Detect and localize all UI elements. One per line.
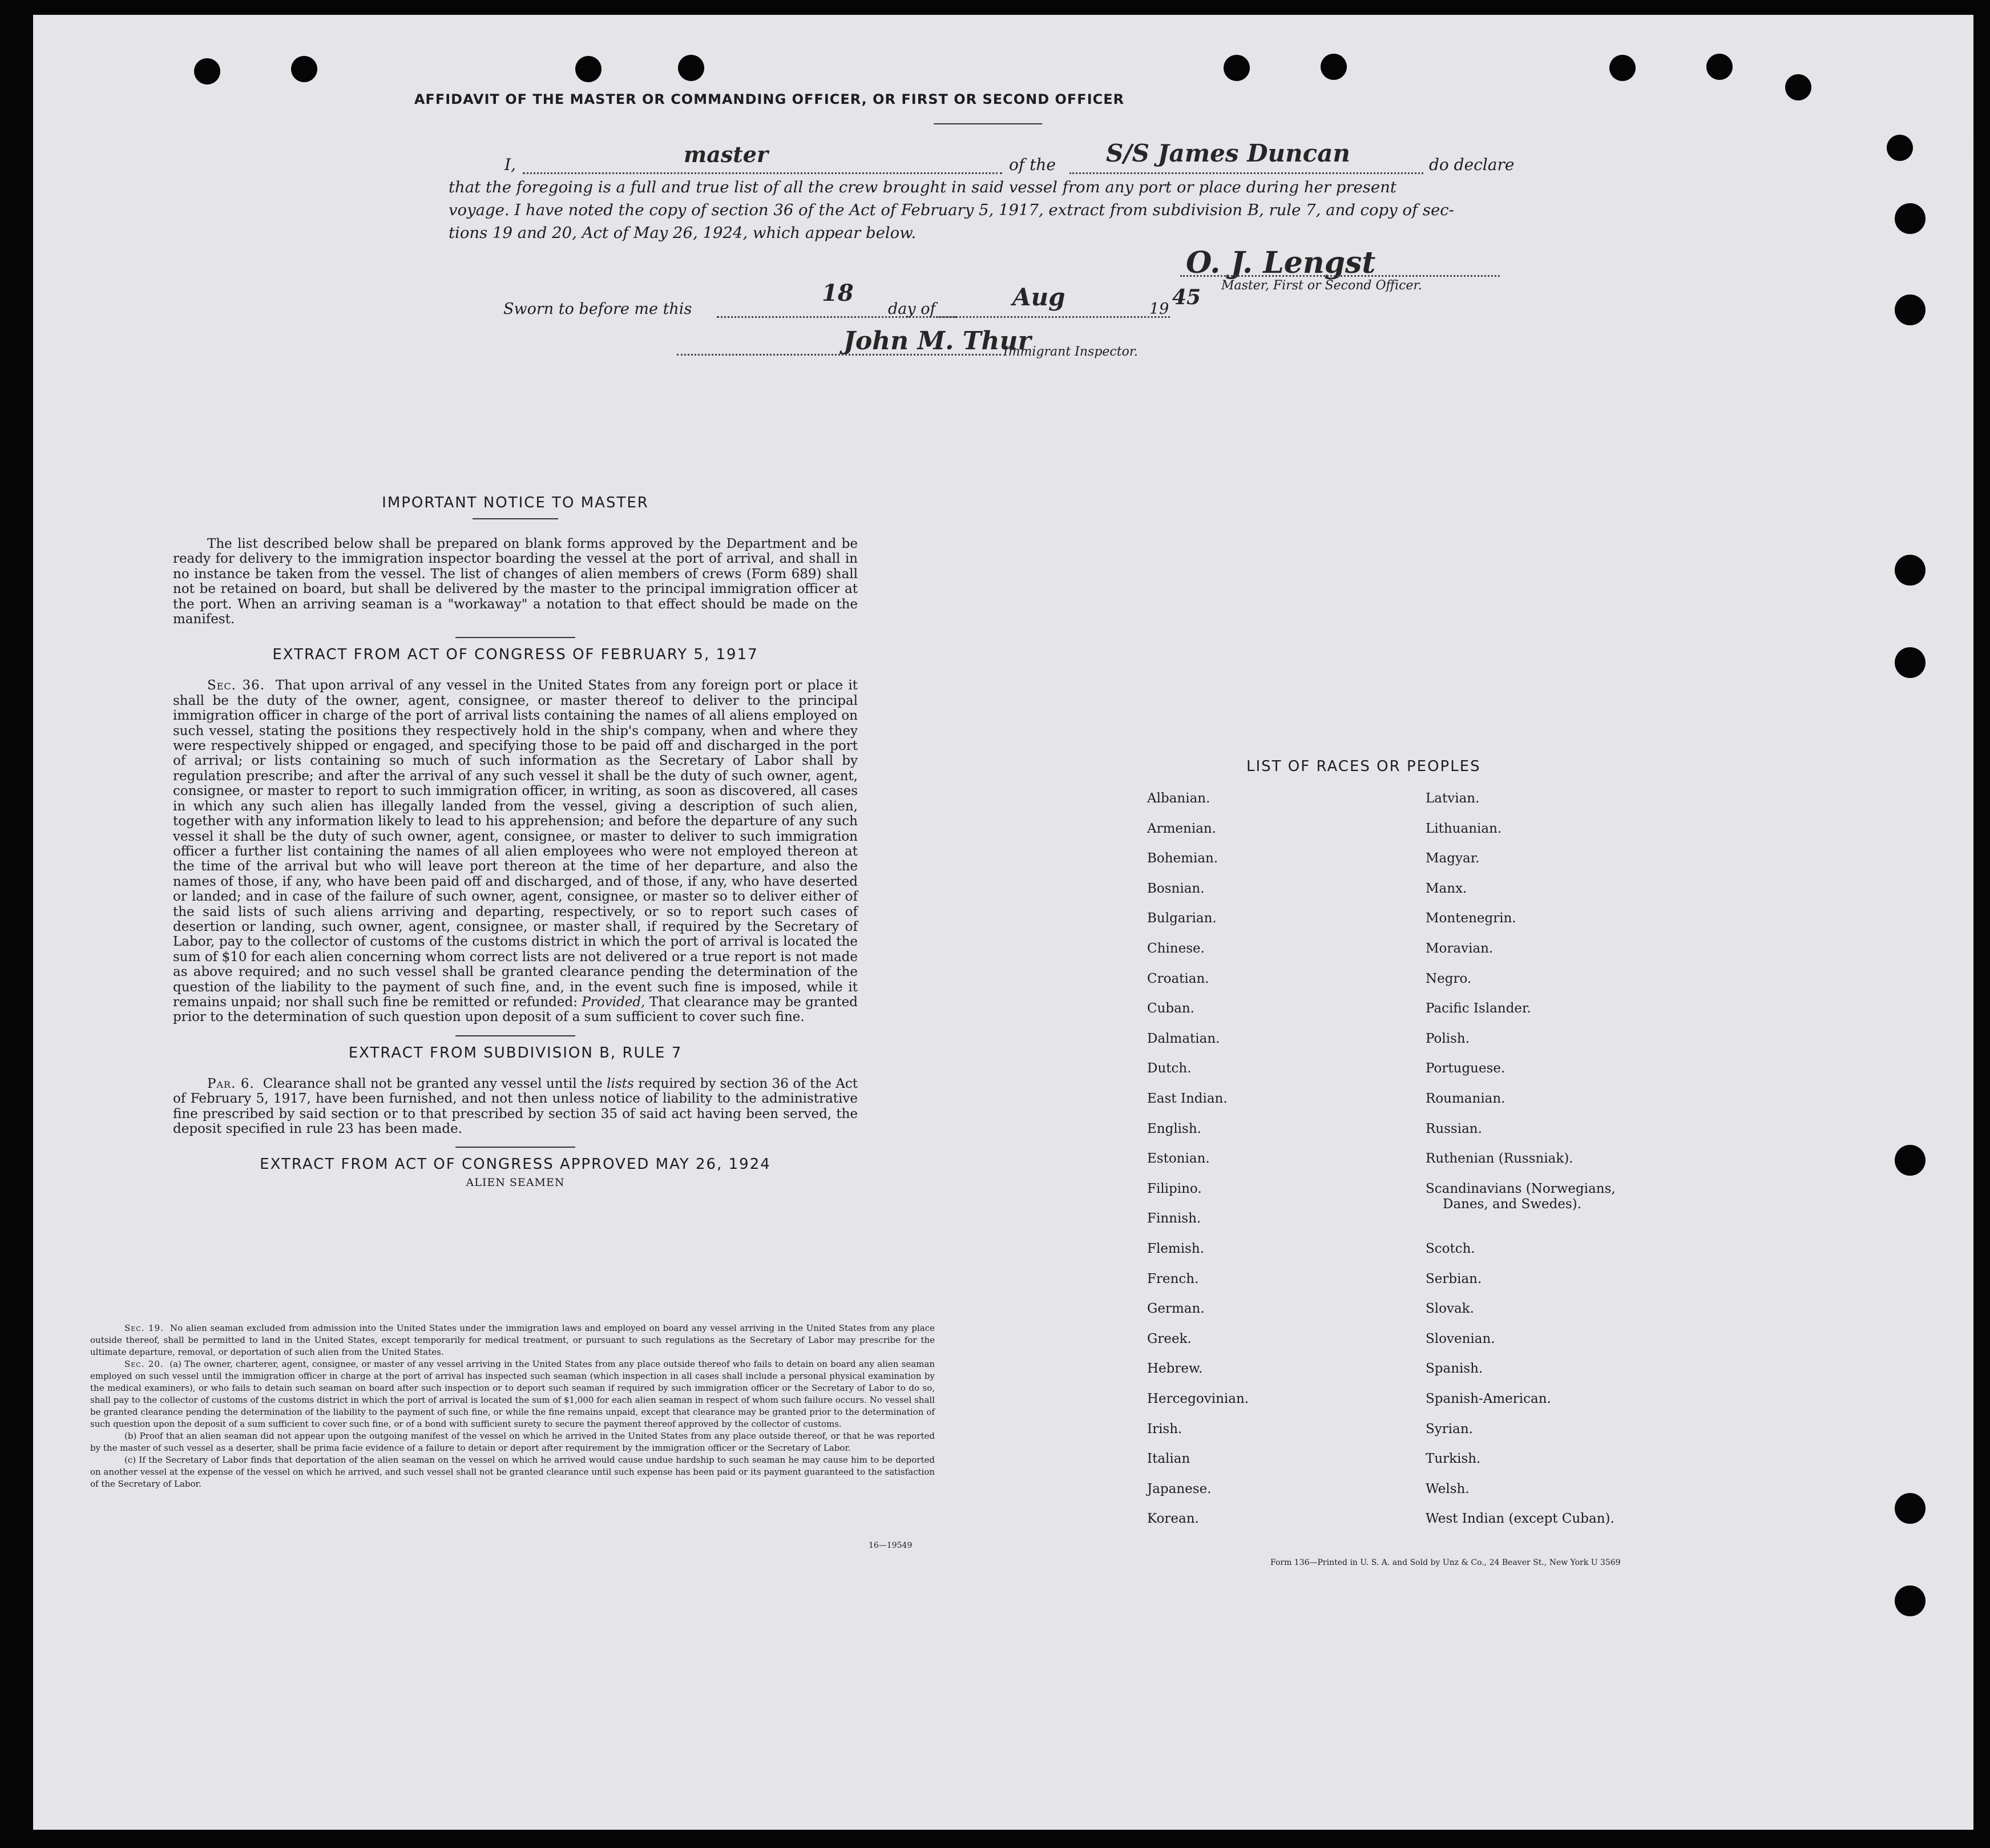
race-item-left: Irish.: [1147, 1421, 1182, 1437]
race-item-right: Polish.: [1426, 1031, 1470, 1046]
race-item-left: German.: [1147, 1301, 1205, 1317]
master-caption: Master, First or Second Officer.: [1221, 279, 1422, 293]
alien-seamen-subheading: ALIEN SEAMEN: [466, 1176, 565, 1189]
race-item-left: Italian: [1147, 1451, 1190, 1467]
race-item-right: Serbian.: [1426, 1271, 1482, 1286]
heading-rule: [934, 123, 1042, 124]
race-item-left: Bulgarian.: [1147, 911, 1217, 926]
race-item-left: Korean.: [1147, 1511, 1199, 1527]
notice-body: The list described below shall be prepared on blank forms approved by the Department and be ready for delivery to the immigration inspector boarding the vessel at the port of arrival, and shall in no instance be taken from the vessel. The list of changes of alien members of crews (Form 689) shall not be retained on board, but shall be delivered by the master to the principal immigration officer at the port. When an arriving seaman is a "workaway" a notation to that effect should be made on the manifest.: [173, 536, 858, 627]
of-the-label: of the: [1009, 155, 1056, 174]
race-item-right: Magyar.: [1426, 851, 1480, 866]
race-item-left: Estonian.: [1147, 1151, 1210, 1167]
inspector-caption: Immigrant Inspector.: [1003, 345, 1138, 359]
race-item-left: Bosnian.: [1147, 881, 1205, 896]
left-column: [173, 494, 858, 1189]
extract-1917-heading: EXTRACT FROM ACT OF CONGRESS OF FEBRUARY 5, 1917: [272, 646, 758, 664]
vessel-line: [1069, 172, 1423, 174]
sec-36-text-end: That clearance may be granted prior to the determination of such question upon deposit of a sum sufficient to cover such fine.: [173, 994, 858, 1025]
race-item-right: Welsh.: [1426, 1481, 1470, 1496]
race-item-right: Scandinavians (Norwegians,: [1426, 1181, 1616, 1196]
notice-heading: IMPORTANT NOTICE TO MASTER: [382, 494, 649, 511]
extract-1917-body: [173, 678, 858, 1024]
punch-hole: [575, 56, 602, 82]
affidavit-line-2: that the foregoing is a full and true list of all the crew brought in said vessel from any port or place during her present: [449, 178, 1396, 196]
punch-hole: [1609, 55, 1636, 81]
race-item-left: Croatian.: [1147, 971, 1209, 986]
extract-1924-body: [90, 1322, 935, 1490]
sec-20-label: Sec. 20.: [124, 1359, 164, 1369]
rule-7-heading: EXTRACT FROM SUBDIVISION B, RULE 7: [348, 1044, 683, 1062]
race-item-left: Japanese.: [1147, 1481, 1212, 1496]
race-item-right: Moravian.: [1426, 941, 1493, 956]
day-of-label: day of: [888, 300, 936, 318]
capacity-line: [523, 172, 1002, 174]
punch-hole: [194, 58, 220, 84]
par-6-label: Par. 6.: [207, 1076, 255, 1091]
inspector-line: [677, 354, 1001, 356]
race-item-right: Spanish.: [1426, 1361, 1483, 1377]
punch-hole: [1895, 294, 1926, 325]
race-item-left: English.: [1147, 1121, 1201, 1136]
do-declare-label: do declare: [1429, 155, 1515, 174]
month-line: [936, 316, 1170, 318]
sec-20b-text: (b) Proof that an alien seaman did not appear upon the outgoing manifest of the vessel on which he arrived in the United States from any place outside thereof, or that he was reported by the master of such vessel as a deserter, shall be prima facie evidence of a failure to detain or deport after requirement by the immigration officer or the Secretary of Labor.: [90, 1431, 935, 1453]
sec-36-text: That upon arrival of any vessel in the United States from any foreign port or place it shall be the duty of the owner, agent, consignee, or master thereof to deliver to the principal immigration officer in charge of the port of arrival lists containing the names of all aliens employed on such vessel, stating the positions they respectively hold in the ship's company, when and where they were respectively shipped or engaged, and specifying those to be paid off and discharged in the port of arrival; or lists containing so much of such information as the Secretary of Labor shall by regulation prescribe; and after the arrival of any such vessel it shall be the duty of such owner, agent, consignee, or master to report to such immigration officer, in writing, as soon as discovered, all cases in which any such alien has illegally landed from the vessel, giving a description of such alien, together with any information likely to lead to his apprehension; and before the departure of any such vessel it shall be the duty of such owner, agent, consignee, or master to deliver to such immigration officer a further list containing the names of all alien employees who were not employed thereon at the time of the arrival but who will leave port thereon at the time of her departure, and also the names of those, if any, who have been paid off and discharged, and of those, if any, who have deserted or landed; and in case of the failure of such owner, agent, consignee, or master so to deliver either of the said lists of such aliens arriving and departing, respectively, or so to report such cases of desertion or landing, such owner, agent, consignee, or master shall, if required by the Secretary of Labor, pay to the collector of customs of the customs district in which the port of arrival is located the sum of $10 for each alien concerning whom correct lists are not delivered or a true report is not made as above required; and no such vessel shall be granted clearance pending the determination of the question of the liability to the payment of such fine, and, in the event such fine is imposed, while it remains unpaid; nor shall such fine be remitted or refunded:: [173, 678, 858, 1010]
race-item-left: Flemish.: [1147, 1241, 1205, 1256]
punch-hole: [1895, 1493, 1926, 1524]
punch-hole: [1895, 647, 1926, 678]
race-item-right: Lithuanian.: [1426, 821, 1502, 836]
race-item-right: Negro.: [1426, 971, 1472, 986]
race-item-left: Bohemian.: [1147, 851, 1218, 866]
race-item-left: Greek.: [1147, 1331, 1192, 1346]
race-item-right: Latvian.: [1426, 791, 1480, 806]
day-handwritten: 18: [822, 280, 854, 306]
document-page: [33, 15, 1973, 1830]
sec-19-label: Sec. 19.: [124, 1323, 164, 1333]
race-item-right: Ruthenian (Russniak).: [1426, 1151, 1573, 1167]
affidavit-line-4: tions 19 and 20, Act of May 26, 1924, which appear below.: [449, 224, 917, 242]
punch-hole: [1895, 203, 1926, 234]
race-item-right: Turkish.: [1426, 1451, 1481, 1467]
vessel-handwritten: S/S James Duncan: [1106, 139, 1350, 167]
sworn-label: Sworn to before me this: [503, 300, 692, 318]
punch-hole: [1321, 54, 1347, 80]
rule-7-body: [173, 1076, 858, 1137]
punch-hole: [1785, 74, 1811, 100]
par-6-text: Clearance shall not be granted any vessel until the: [263, 1076, 603, 1091]
print-code: 16—19549: [869, 1541, 913, 1550]
punch-hole: [291, 56, 317, 82]
race-item-left: Albanian.: [1147, 791, 1210, 806]
inspector-signature: John M. Thur: [843, 326, 1031, 356]
master-signature-line: [1180, 275, 1500, 277]
race-item-right: Pacific Islander.: [1426, 1001, 1531, 1016]
race-item-left: East Indian.: [1147, 1091, 1228, 1106]
race-item-right: Portuguese.: [1426, 1061, 1505, 1076]
race-item-left: Filipino.: [1147, 1181, 1202, 1196]
race-item-left: Cuban.: [1147, 1001, 1194, 1016]
race-item-left: French.: [1147, 1271, 1199, 1286]
provided-word: Provided,: [582, 994, 645, 1010]
race-item-left: Chinese.: [1147, 941, 1205, 956]
affidavit-heading: AFFIDAVIT OF THE MASTER OR COMMANDING OFFICER, OR FIRST OR SECOND OFFICER: [414, 91, 1125, 107]
month-handwritten: Aug: [1012, 283, 1065, 311]
capacity-handwritten: master: [684, 142, 768, 167]
punch-hole: [1706, 54, 1733, 80]
punch-hole: [1895, 1585, 1926, 1616]
race-item-left: Armenian.: [1147, 821, 1217, 836]
affidavit-i-label: I,: [504, 155, 516, 174]
extract-1924-heading: EXTRACT FROM ACT OF CONGRESS APPROVED MAY 26, 1924: [260, 1156, 771, 1173]
sec-19-text: No alien seaman excluded from admission into the United States under the immigration laws and employed on board any vessel arriving in the United States from any place outside thereof, shall be permitted to land in the United States, except temporarily for medical treatment, or pursuant to such regulations as the Secretary of Labor may prescribe for the ultimate departure, removal, or deportation of such alien from the United States.: [90, 1323, 935, 1357]
year-handwritten: 45: [1172, 285, 1201, 309]
punch-hole: [1895, 1145, 1926, 1176]
race-item-right: Syrian.: [1426, 1421, 1473, 1437]
race-item-right: Manx.: [1426, 881, 1467, 896]
year-printed: 19: [1149, 300, 1169, 318]
race-item-right: West Indian (except Cuban).: [1426, 1511, 1614, 1527]
race-item-left: Hercegovinian.: [1147, 1391, 1249, 1406]
race-item-right: Scotch.: [1426, 1241, 1475, 1256]
affidavit-line-3: voyage. I have noted the copy of section 36 of the Act of February 5, 1917, extract from subdivision B, rule 7, and copy of sec-: [449, 201, 1454, 219]
punch-hole: [678, 55, 704, 81]
sec-36-label: Sec. 36.: [207, 678, 265, 693]
form-note: Form 136—Printed in U. S. A. and Sold by Unz & Co., 24 Beaver St., New York U 3569: [1270, 1558, 1621, 1567]
race-item-left: Finnish.: [1147, 1211, 1201, 1226]
race-item-right: Slovenian.: [1426, 1331, 1495, 1346]
race-item-right-continuation: Danes, and Swedes).: [1443, 1196, 1582, 1212]
sec-20a-text: (a) The owner, charterer, agent, consignee, or master of any vessel arriving in the United States from any place outside thereof who fails to detain on board any alien seaman employed on such vessel until the immigration officer in charge at the port of arrival has inspected such seaman (which inspection in all cases shall include a personal physical examination by the medical examiners), or who fails to detain such seaman on board after such inspection or to deport such seaman if required by such immigration officer or the Secretary of Labor to do so, shall pay to the collector of customs of the customs district in which the port of arrival is located the sum of $1,000 for each alien seaman in respect of whom such failure occurs. No vessel shall be granted clearance pending the determination of the liability to the payment of such fine, or while the fine remains unpaid, except that clearance may be granted prior to the determination of such question upon the deposit of a sum sufficient to cover such fine, or of a bond with sufficient surety to secure the payment thereof approved by the collector of customs.: [90, 1359, 935, 1429]
race-item-left: Dutch.: [1147, 1061, 1192, 1076]
punch-hole: [1224, 55, 1250, 81]
races-heading: LIST OF RACES OR PEOPLES: [1246, 758, 1481, 775]
par-6-text-end: required by section 36 of the Act of February 5, 1917, have been furnished, and not then unless notice of liability to the administrative fine prescribed by said section or to that prescribed by section 35 of said act having been served, the deposit specified in rule 23 has been made.: [173, 1076, 858, 1136]
race-item-left: Dalmatian.: [1147, 1031, 1220, 1046]
sec-20c-text: (c) If the Secretary of Labor finds that deportation of the alien seaman on the vessel on which he arrived would cause undue hardship to such seaman he may cause him to be deported on another vessel at the expense of the vessel on which he arrived, and such vessel shall not be granted clearance until such expense has been paid or its payment guaranteed to the satisfaction of the Secretary of Labor.: [90, 1455, 935, 1489]
lists-word: lists: [607, 1076, 634, 1091]
race-item-right: Spanish-American.: [1426, 1391, 1551, 1406]
punch-hole: [1895, 555, 1926, 586]
race-item-right: Montenegrin.: [1426, 911, 1516, 926]
punch-hole: [1887, 135, 1913, 161]
race-item-right: Russian.: [1426, 1121, 1482, 1136]
master-signature: O. J. Lengst: [1186, 245, 1376, 280]
race-item-right: Slovak.: [1426, 1301, 1474, 1317]
race-item-left: Hebrew.: [1147, 1361, 1203, 1377]
race-item-right: Roumanian.: [1426, 1091, 1505, 1106]
